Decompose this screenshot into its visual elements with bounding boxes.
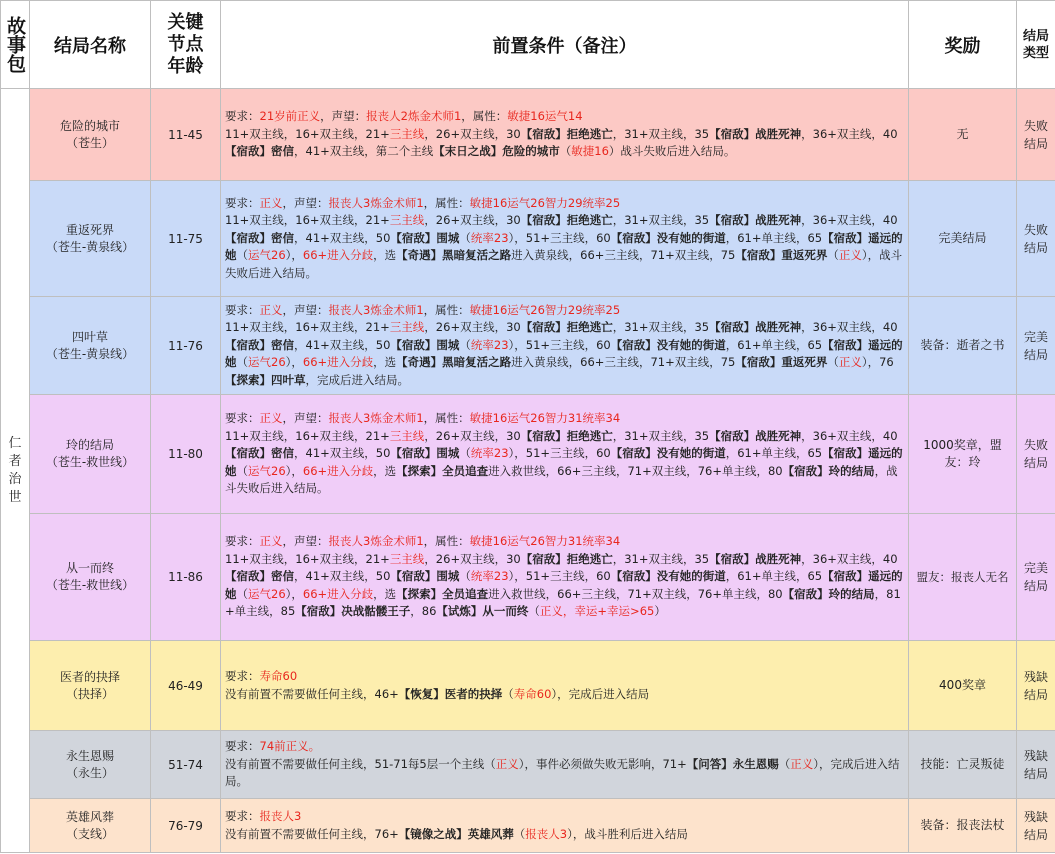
reward: 完美结局 [909,181,1017,297]
ending-name: 四叶草 [71,329,108,344]
key-age: 51-74 [151,731,221,799]
ending-branch: （苍生-救世线） [45,578,135,592]
reward: 盟友：报丧人无名 [909,514,1017,641]
requirements-line: 要求：正义，声望：报丧人3炼金术师1，属性：敏捷16运气26智力29统率25 [225,195,621,210]
header-age: 关键节点年龄 [151,1,221,89]
ending-branch: （抉择） [65,686,114,701]
ending-name-cell [30,89,151,181]
route-text: 没有前置不需要做任何主线，46+【恢复】医者的抉择（寿命60），完成后进入结局 [225,686,650,701]
ending-branch: （支线） [65,826,114,841]
route-text: 11+双主线，16+双主线，21+三主线，26+双主线，30【宿敌】拒绝逃亡，31+双主线，35【宿敌】战胜死神，36+双主线，40【宿敌】密信，41+双主线，第二个主线【末日之战】危险的城市（敏捷16）战斗失败后进入结局。 [225,126,898,159]
requirements-line: 要求：21岁前正义，声望：报丧人2炼金术师1，属性：敏捷16运气14 [225,109,583,124]
ending-name: 从一而终 [65,561,114,575]
ending-name-cell [30,641,151,731]
ending-type: 完美结局 [1017,514,1055,641]
key-age: 76-79 [151,799,221,853]
table-row [1,514,1055,641]
ending-type: 失败结局 [1017,181,1055,297]
ending-name: 危险的城市 [59,118,120,133]
ending-name: 重返死界 [65,222,114,237]
ending-name: 玲的结局 [65,438,114,452]
table-row [1,799,1055,853]
reward: 技能：亡灵叛徒 [909,731,1017,799]
reward: 装备：报丧法杖 [909,799,1017,853]
requirements-line: 要求：74前正义。 [225,739,321,754]
ending-type: 完美结局 [1017,297,1055,395]
key-age: 11-45 [151,89,221,181]
conditions-cell [221,641,909,731]
conditions-cell [221,799,909,853]
reward: 无 [909,89,1017,181]
header-reward: 奖励 [909,1,1017,89]
story-pack-label: 仁者治世 [8,435,22,505]
ending-name: 医者的抉择 [59,669,120,684]
requirements-line: 要求：正义，声望：报丧人3炼金术师1，属性：敏捷16运气26智力31统率34 [225,411,621,426]
header-type: 结局类型 [1017,1,1055,89]
conditions-cell [221,731,909,799]
ending-branch: （苍生） [65,135,114,150]
ending-branch: （永生） [65,765,114,780]
conditions-cell [221,89,909,181]
route-text: 没有前置不需要做任何主线，51-71每5层一个主线（正义），事件必须做失败无影响，71+【问答】永生恩赐（正义），完成后进入结局。 [225,756,900,789]
ending-type: 失败结局 [1017,89,1055,181]
route-text: 没有前置不需要做任何主线，76+【镜像之战】英雄风葬（报丧人3），战斗胜利后进入结局 [225,826,688,841]
header-pack: 故事包 [1,1,30,89]
requirements-line: 要求：正义，声望：报丧人3炼金术师1，属性：敏捷16运气26智力29统率25 [225,302,621,317]
table-row [1,89,1055,181]
conditions-cell [221,395,909,514]
key-age: 11-80 [151,395,221,514]
requirements-line: 要求：报丧人3 [225,809,302,823]
route-text: 11+双主线，16+双主线，21+三主线，26+双主线，30【宿敌】拒绝逃亡，31+双主线，35【宿敌】战胜死神，36+双主线，40【宿敌】密信，41+双主线，50【宿敌】围城（统率23），51+三主线，60【宿敌】没有她的街道，61+单主线，65【宿敌】遥远的她（运气26），66+进入分歧，选【探索】全员追查进入救世线，66+三主线，71+双主线，76+单主线，80【宿敌】玲的结局，战斗失败后进入结局。 [225,428,903,496]
key-age: 11-86 [151,514,221,641]
ending-name-cell [30,514,151,641]
ending-name-cell [30,297,151,395]
header-name: 结局名称 [30,1,151,89]
ending-branch: （苍生-黄泉线） [45,346,135,361]
ending-branch: （苍生-黄泉线） [45,239,135,254]
ending-name-cell [30,799,151,853]
ending-type: 残缺结局 [1017,731,1055,799]
requirements-line: 要求：寿命60 [225,669,298,683]
header-row [1,1,1055,89]
table-row [1,297,1055,395]
route-text: 11+双主线，16+双主线，21+三主线，26+双主线，30【宿敌】拒绝逃亡，31+双主线，35【宿敌】战胜死神，36+双主线，40【宿敌】密信，41+双主线，50【宿敌】围城（统率23），51+三主线，60【宿敌】没有她的街道，61+单主线，65【宿敌】遥远的她（运气26），66+进入分歧，选【探索】全员追查进入救世线，66+三主线，71+双主线，76+单主线，80【宿敌】玲的结局，81+单主线，85【宿敌】决战骷髅王子，86【试炼】从一而终（正义，幸运+幸运>65） [225,551,903,619]
key-age: 11-76 [151,297,221,395]
requirements-line: 要求：正义，声望：报丧人3炼金术师1，属性：敏捷16运气26智力31统率34 [225,534,621,549]
table-row [1,181,1055,297]
conditions-cell [221,514,909,641]
conditions-cell [221,181,909,297]
route-text: 11+双主线，16+双主线，21+三主线，26+双主线，30【宿敌】拒绝逃亡，31+双主线，35【宿敌】战胜死神，36+双主线，40【宿敌】密信，41+双主线，50【宿敌】围城（统率23），51+三主线，60【宿敌】没有她的街道，61+单主线，65【宿敌】遥远的她（运气26），66+进入分歧，选【奇遇】黑暗复活之路进入黄泉线，66+三主线，71+双主线，75【宿敌】重返死界（正义），76【探索】四叶草，完成后进入结局。 [225,320,903,387]
ending-type: 残缺结局 [1017,799,1055,853]
route-text: 11+双主线，16+双主线，21+三主线，26+双主线，30【宿敌】拒绝逃亡，31+双主线，35【宿敌】战胜死神，36+双主线，40【宿敌】密信，41+双主线，50【宿敌】围城（统率23），51+三主线，60【宿敌】没有她的街道，61+单主线，65【宿敌】遥远的她（运气26），66+进入分歧，选【奇遇】黑暗复活之路进入黄泉线，66+三主线，71+双主线，75【宿敌】重返死界（正义），战斗失败后进入结局。 [225,213,903,280]
conditions-cell [221,297,909,395]
ending-type: 残缺结局 [1017,641,1055,731]
ending-name-cell [30,181,151,297]
table-row [1,731,1055,799]
ending-name: 永生恩赐 [65,748,114,763]
reward: 400奖章 [909,641,1017,731]
story-pack-cell [1,89,30,853]
key-age: 46-49 [151,641,221,731]
table-row [1,641,1055,731]
key-age: 11-75 [151,181,221,297]
reward: 1000奖章，盟友：玲 [909,395,1017,514]
ending-name: 英雄风葬 [65,809,114,824]
ending-branch: （苍生-救世线） [45,455,135,469]
reward: 装备：逝者之书 [909,297,1017,395]
ending-type: 失败结局 [1017,395,1055,514]
header-conditions: 前置条件（备注） [221,1,909,89]
ending-name-cell [30,731,151,799]
table-row [1,395,1055,514]
ending-name-cell [30,395,151,514]
